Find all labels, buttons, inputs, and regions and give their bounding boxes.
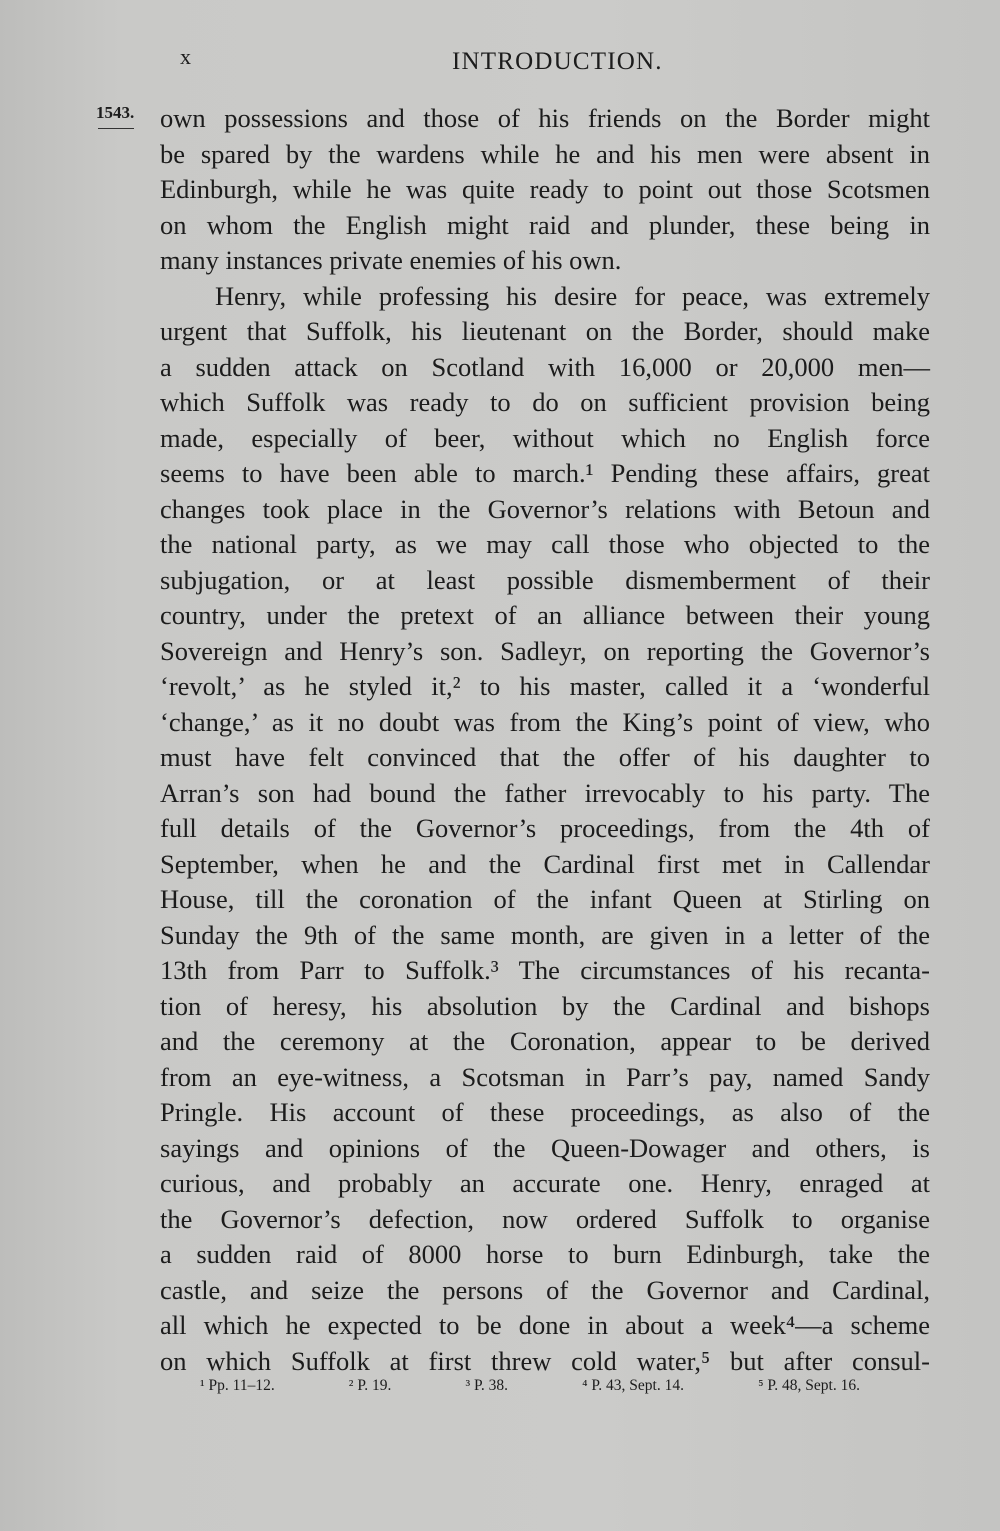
text-line: Pringle. His account of these proceedings, as also of the xyxy=(160,1097,930,1127)
text-line: must have felt convinced that the offer of his daughter to xyxy=(160,742,930,772)
text-line: House, till the coronation of the infant Queen at Stirling on xyxy=(160,884,930,914)
text-line: changes took place in the Governor’s relations with Betoun and xyxy=(160,493,930,524)
text-line: which Suffolk was ready to do on sufficient provision being xyxy=(160,387,930,417)
footnote: ⁴ P. 43, Sept. 14. xyxy=(582,1377,684,1394)
footnote: ⁵ P. 48, Sept. 16. xyxy=(758,1377,860,1394)
text-line: curious, and probably an accurate one. Henry, enraged at xyxy=(160,1168,930,1198)
text-line: be spared by the wardens while he and his men were absent in xyxy=(160,138,930,169)
text-line: tion of heresy, his absolution by the Cardinal and bishops xyxy=(160,990,930,1021)
footnote: ³ P. 38. xyxy=(465,1377,509,1394)
text-line: the Governor’s defection, now ordered Suffolk to organise xyxy=(160,1203,930,1234)
text-line: from an eye-witness, a Scotsman in Parr’s pay, named Sandy xyxy=(160,1061,930,1092)
text-line: Edinburgh, while he was quite ready to point out those Scotsmen xyxy=(160,174,930,204)
text-line: Sovereign and Henry’s son. Sadleyr, on reporting the Governor’s xyxy=(160,635,930,666)
running-head: INTRODUCTION. xyxy=(452,48,663,75)
text-line: subjugation, or at least possible dismemberment of their xyxy=(160,564,930,595)
text-line: on which Suffolk at first threw cold water,⁵ but after consul- xyxy=(160,1345,930,1376)
text-line: ‘change,’ as it no doubt was from the King’s point of view, who xyxy=(160,706,930,737)
text-line: seems to have been able to march.¹ Pending these affairs, great xyxy=(160,458,930,488)
text-line: on whom the English might raid and plunder, these being in xyxy=(160,209,930,240)
text-line: sayings and opinions of the Queen-Dowager and others, is xyxy=(160,1132,930,1163)
text-line: full details of the Governor’s proceedings, from the 4th of xyxy=(160,813,930,843)
text-line: a sudden raid of 8000 horse to burn Edinburgh, take the xyxy=(160,1239,930,1269)
text-line: 13th from Parr to Suffolk.³ The circumstances of his recanta- xyxy=(160,955,930,985)
text-line: made, especially of beer, without which no English force xyxy=(160,422,930,453)
text-line: Arran’s son had bound the father irrevocably to his party. The xyxy=(160,777,930,808)
page-number: x xyxy=(180,44,192,69)
text-line: ‘revolt,’ as he styled it,² to his master, called it a ‘wonderful xyxy=(160,671,930,701)
text-line: the national party, as we may call those who objected to the xyxy=(160,529,930,559)
text-line: country, under the pretext of an alliance between their young xyxy=(160,600,930,630)
text-line: a sudden attack on Scotland with 16,000 or 20,000 men— xyxy=(160,351,930,382)
text-line: own possessions and those of his friends on the Border might xyxy=(160,103,930,133)
margin-rule xyxy=(98,128,134,129)
footnotes xyxy=(200,1377,860,1395)
text-line: September, when he and the Cardinal first met in Callendar xyxy=(160,848,930,879)
footnote: ² P. 19. xyxy=(348,1377,392,1394)
margin-year: 1543. xyxy=(96,103,135,122)
text-line: Sunday the 9th of the same month, are given in a letter of the xyxy=(160,919,930,950)
footnote: ¹ Pp. 11–12. xyxy=(200,1377,275,1394)
text-line: Henry, while professing his desire for peace, was extremely xyxy=(215,280,930,311)
text-line: castle, and seize the persons of the Governor and Cardinal, xyxy=(160,1274,930,1305)
text-line: many instances private enemies of his own. xyxy=(160,245,622,275)
text-line: and the ceremony at the Coronation, appear to be derived xyxy=(160,1026,930,1056)
text-line: urgent that Suffolk, his lieutenant on the Border, should make xyxy=(160,316,930,346)
text-line: all which he expected to be done in about a week⁴—a scheme xyxy=(160,1310,930,1340)
